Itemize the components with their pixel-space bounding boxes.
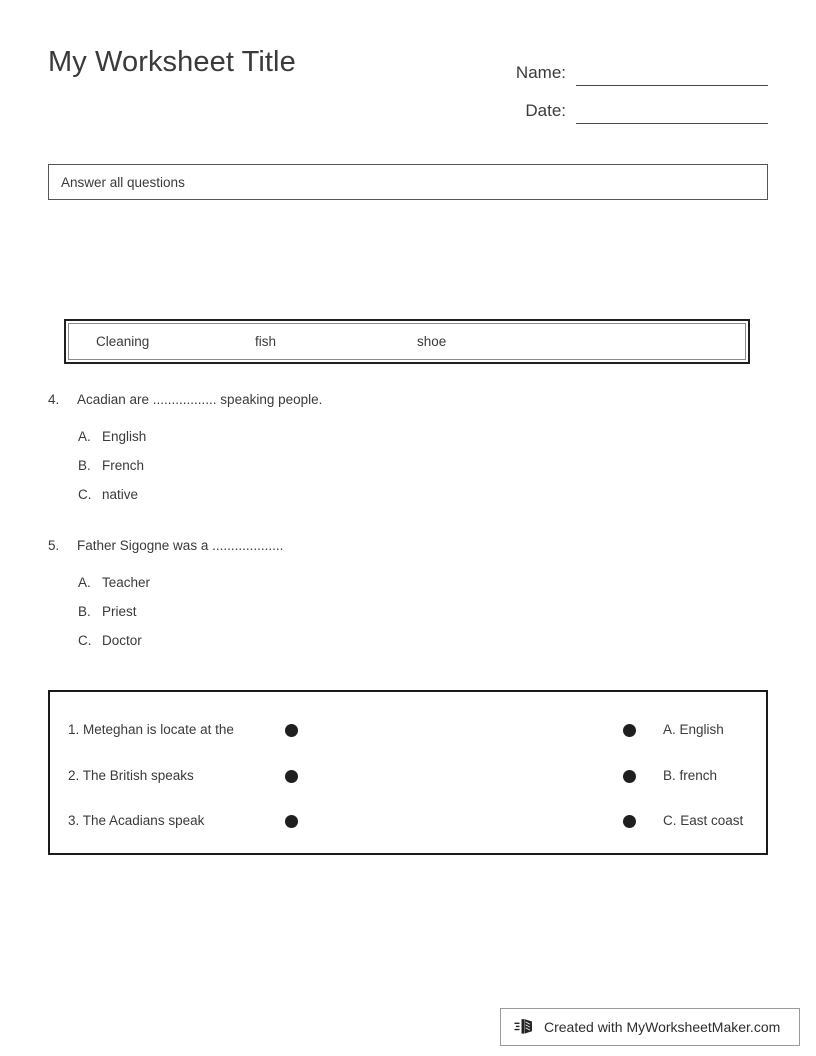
matching-right-dot-icon[interactable] [623, 815, 636, 828]
question-item [48, 392, 768, 516]
option-letter: A. [78, 575, 91, 590]
matching-right-dot-icon[interactable] [623, 724, 636, 737]
matching-right-text: A. English [663, 722, 724, 737]
option-letter: B. [78, 458, 91, 473]
page-title: My Worksheet Title [48, 46, 296, 78]
matching-left-text: 1. Meteghan is locate at the [68, 722, 234, 737]
name-field-label: Name: [515, 63, 566, 82]
option-text: native [102, 487, 139, 502]
option-letter: A. [78, 429, 91, 444]
date-field-row [498, 86, 768, 124]
footer-attribution-badge[interactable] [500, 1008, 800, 1046]
question-text: Father Sigogne was a ................... [77, 538, 284, 553]
option-letter: B. [78, 604, 91, 619]
word-bank-box [64, 319, 750, 364]
matching-row [50, 810, 766, 832]
footer-attribution-text: Created with MyWorksheetMaker.com [544, 1019, 781, 1035]
date-field-input[interactable] [576, 101, 768, 124]
date-field-label: Date: [525, 101, 566, 120]
word-bank-item: fish [255, 334, 277, 349]
option-item[interactable] [78, 429, 768, 458]
matching-left-dot-icon[interactable] [285, 815, 298, 828]
instruction-box [48, 164, 768, 200]
matching-left-text: 3. The Acadians speak [68, 813, 205, 828]
word-bank-item: Cleaning [96, 334, 150, 349]
worksheet-header [48, 40, 768, 130]
matching-left-dot-icon[interactable] [285, 724, 298, 737]
word-bank-item: shoe [417, 334, 447, 349]
matching-right-dot-icon[interactable] [623, 770, 636, 783]
matching-left-dot-icon[interactable] [285, 770, 298, 783]
name-date-fields [498, 48, 768, 124]
matching-left-text: 2. The British speaks [68, 768, 194, 783]
question-heading [48, 538, 768, 560]
instruction-text: Answer all questions [61, 174, 185, 190]
question-number: 5. [48, 538, 60, 553]
option-text: Teacher [102, 575, 151, 590]
option-text: French [102, 458, 145, 473]
questions-list [48, 392, 768, 684]
option-text: English [102, 429, 147, 444]
question-item [48, 538, 768, 662]
question-number: 4. [48, 392, 60, 407]
question-text: Acadian are ................. speaking people. [77, 392, 323, 407]
word-bank-inner [68, 323, 746, 360]
option-item[interactable] [78, 458, 768, 487]
option-item[interactable] [78, 487, 768, 516]
name-field-row [498, 48, 768, 86]
matching-row [50, 719, 766, 741]
question-options [48, 429, 768, 516]
option-letter: C. [78, 633, 92, 648]
option-text: Doctor [102, 633, 142, 648]
option-item[interactable] [78, 604, 768, 633]
matching-right-text: B. french [663, 768, 718, 783]
matching-row [50, 765, 766, 787]
option-letter: C. [78, 487, 92, 502]
name-field-input[interactable] [576, 63, 768, 86]
question-options [48, 575, 768, 662]
matching-right-text: C. East coast [663, 813, 744, 828]
option-text: Priest [102, 604, 137, 619]
option-item[interactable] [78, 633, 768, 662]
worksheet-maker-logo-icon [514, 1016, 536, 1038]
question-heading [48, 392, 768, 414]
option-item[interactable] [78, 575, 768, 604]
matching-exercise-box [48, 690, 768, 855]
